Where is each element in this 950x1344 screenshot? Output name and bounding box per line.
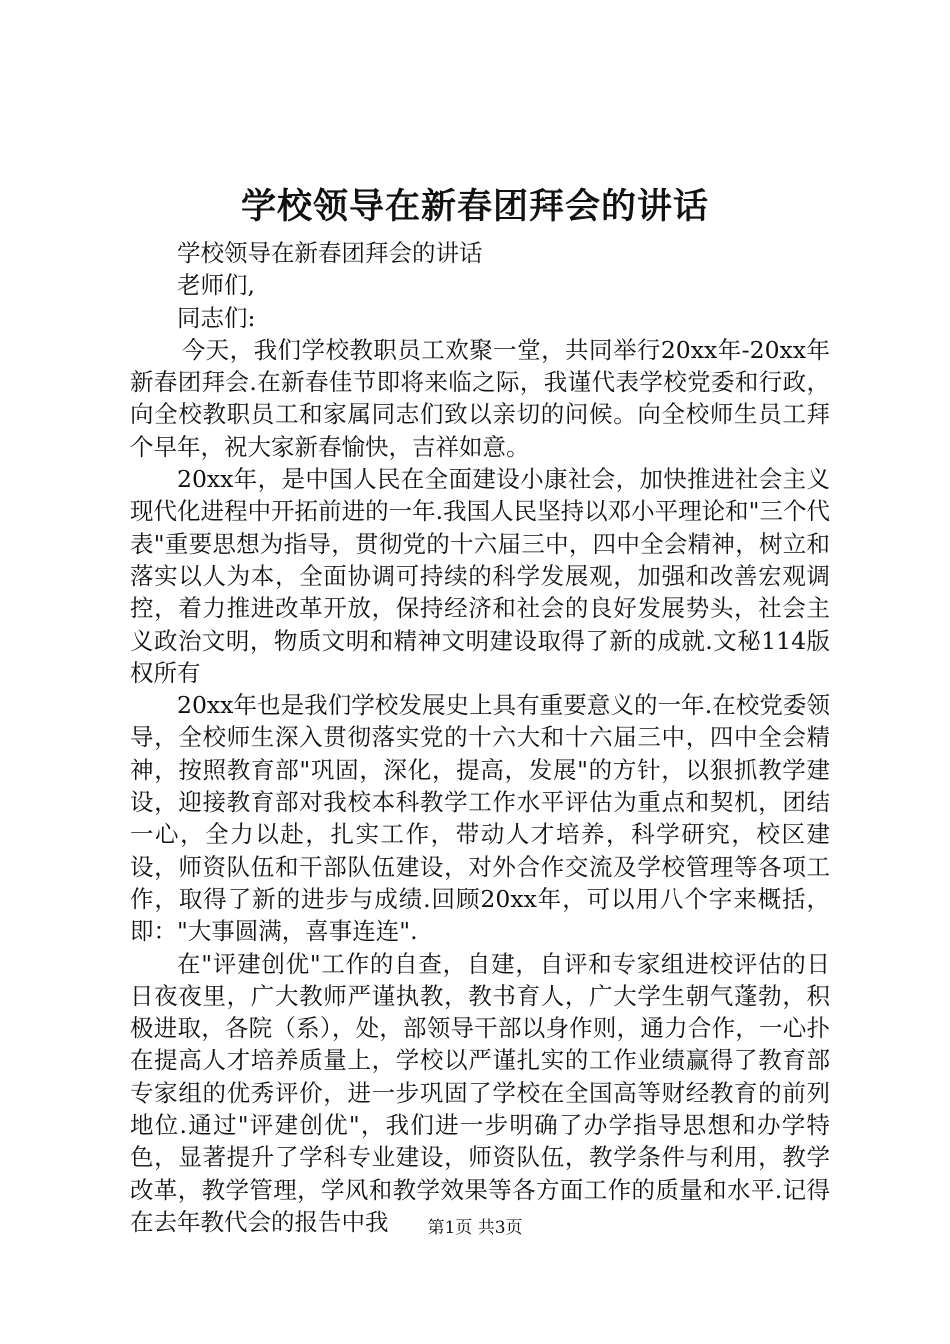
body-paragraph: 20xx年，是中国人民在全面建设小康社会，加快推进社会主义现代化进程中开拓前进的一年.我国人民坚持以邓小平理论和"三个代表"重要思想为指导，贯彻党的十六届三中，四中全会精神，树立和落实以人为本，全面协调可持续的科学发展观，加强和改善宏观调控，着力推进改革开放，保持经济和社会的良好发展势头，社会主义政治文明，物质文明和精神文明建设取得了新的成就.文秘114版权所有 [130, 465, 830, 687]
body-paragraph: 在"评建创优"工作的自查，自建，自评和专家组进校评估的日日夜夜里，广大教师严谨执教，教书育人，广大学生朝气蓬勃，积极进取，各院（系），处，部领导干部以身作则，通力合作，一心扑在提高人才培养质量上，学校以严谨扎实的工作业绩赢得了教育部专家组的优秀评价，进一步巩固了学校在全国高等财经教育的前列地位.通过"评建创优"，我们进一步明确了办学指导思想和办学特色，显著提升了学科专业建设，师资队伍，教学条件与利用，教学改革，教学管理，学风和教学效果等各方面工作的质量和水平.记得在去年教代会的报告中我 [130, 949, 830, 1236]
body-paragraph: 学校领导在新春团拜会的讲话 [177, 239, 483, 267]
document-title: 学校领导在新春团拜会的讲话 [240, 186, 709, 227]
body-paragraph: 同志们: [177, 303, 256, 332]
body-paragraph: 今天，我们学校教职员工欢聚一堂，共同举行20xx年-20xx年新春团拜会.在新春佳节即将来临之际，我谨代表学校党委和行政，向全校教职员工和家属同志们致以亲切的问候。向全校师生员工拜个早年，祝大家新春愉快，吉祥如意。 [130, 335, 830, 461]
document-body [130, 237, 830, 1238]
body-paragraph: 老师们, [177, 271, 255, 300]
body-paragraph: 20xx年也是我们学校发展史上具有重要意义的一年.在校党委领导，全校师生深入贯彻落实党的十六大和十六届三中，四中全会精神，按照教育部"巩固，深化，提高，发展"的方针，以狠抓教学建设，迎接教育部对我校本科教学工作水平评估为重点和契机，团结一心，全力以赴，扎实工作，带动人才培养，科学研究，校区建设，师资队伍和干部队伍建设，对外合作交流及学校管理等各项工作，取得了新的进步与成绩.回顾20xx年，可以用八个字来概括，即："大事圆满，喜事连连". [130, 691, 830, 946]
page-indicator: 第1页 共3页 [427, 1218, 523, 1238]
